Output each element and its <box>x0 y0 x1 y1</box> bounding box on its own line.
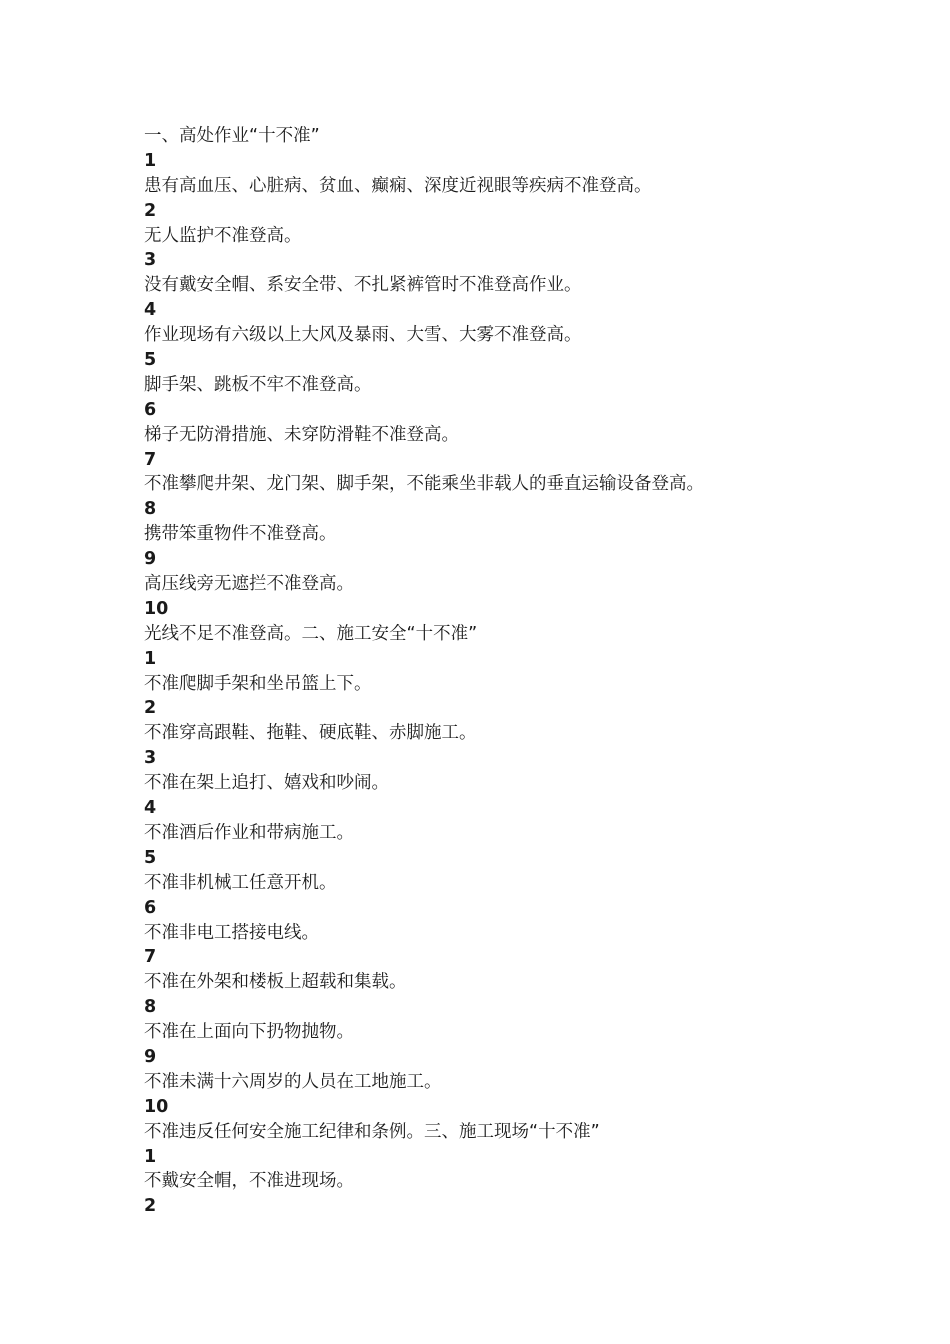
item-number: 5 <box>144 350 157 371</box>
paragraph-line: 不准攀爬井架、龙门架、脚手架，不能乘坐非载人的垂直运输设备登高。 <box>144 474 704 495</box>
paragraph-line: 携带笨重物件不准登高。 <box>144 524 337 545</box>
paragraph-line: 光线不足不准登高。二、施工安全“十不准” <box>144 623 478 644</box>
item-number: 2 <box>144 698 157 719</box>
item-number: 9 <box>144 1046 157 1067</box>
paragraph-line: 作业现场有六级以上大风及暴雨、大雪、大雾不准登高。 <box>144 325 582 346</box>
item-number: 10 <box>144 1096 169 1117</box>
item-number: 1 <box>144 648 157 669</box>
paragraph-line: 不准在架上追打、嬉戏和吵闹。 <box>144 773 389 794</box>
paragraph-line: 不准在上面向下扔物抛物。 <box>144 1022 354 1043</box>
item-number: 8 <box>144 499 157 520</box>
item-number: 8 <box>144 997 157 1018</box>
paragraph-line: 不准未满十六周岁的人员在工地施工。 <box>144 1071 442 1092</box>
paragraph-line: 不准非电工搭接电线。 <box>144 922 319 943</box>
item-number: 6 <box>144 399 157 420</box>
paragraph-line: 脚手架、跳板不牢不准登高。 <box>144 374 372 395</box>
paragraph-line: 不戴安全帽，不准进现场。 <box>144 1171 354 1192</box>
item-number: 9 <box>144 549 157 570</box>
item-number: 4 <box>144 300 157 321</box>
item-number: 2 <box>144 200 157 221</box>
item-number: 1 <box>144 150 157 171</box>
paragraph-line: 不准违反任何安全施工纪律和条例。三、施工现场“十不准” <box>144 1121 600 1142</box>
document-body <box>144 124 904 1219</box>
paragraph-line: 不准爬脚手架和坐吊篮上下。 <box>144 673 372 694</box>
paragraph-line: 无人监护不准登高。 <box>144 225 302 246</box>
paragraph-line: 高压线旁无遮拦不准登高。 <box>144 574 354 595</box>
item-number: 7 <box>144 947 157 968</box>
paragraph-line: 患有高血压、心脏病、贫血、癫痫、深度近视眼等疾病不准登高。 <box>144 175 652 196</box>
item-number: 2 <box>144 1196 157 1217</box>
item-number: 5 <box>144 847 157 868</box>
paragraph-line: 不准非机械工任意开机。 <box>144 872 337 893</box>
paragraph-line: 一、高处作业“十不准” <box>144 126 320 146</box>
paragraph-line: 不准酒后作业和带病施工。 <box>144 822 354 843</box>
item-number: 3 <box>144 250 157 271</box>
item-number: 1 <box>144 1146 157 1167</box>
paragraph-line: 梯子无防滑措施、未穿防滑鞋不准登高。 <box>144 424 459 445</box>
item-number: 4 <box>144 798 157 819</box>
item-number: 6 <box>144 897 157 918</box>
paragraph-line: 不准穿高跟鞋、拖鞋、硬底鞋、赤脚施工。 <box>144 723 477 744</box>
paragraph-line: 不准在外架和楼板上超载和集载。 <box>144 972 407 993</box>
item-number: 7 <box>144 449 157 470</box>
item-number: 10 <box>144 598 169 619</box>
item-number: 3 <box>144 748 157 769</box>
paragraph-line: 没有戴安全帽、系安全带、不扎紧裤管时不准登高作业。 <box>144 275 582 296</box>
